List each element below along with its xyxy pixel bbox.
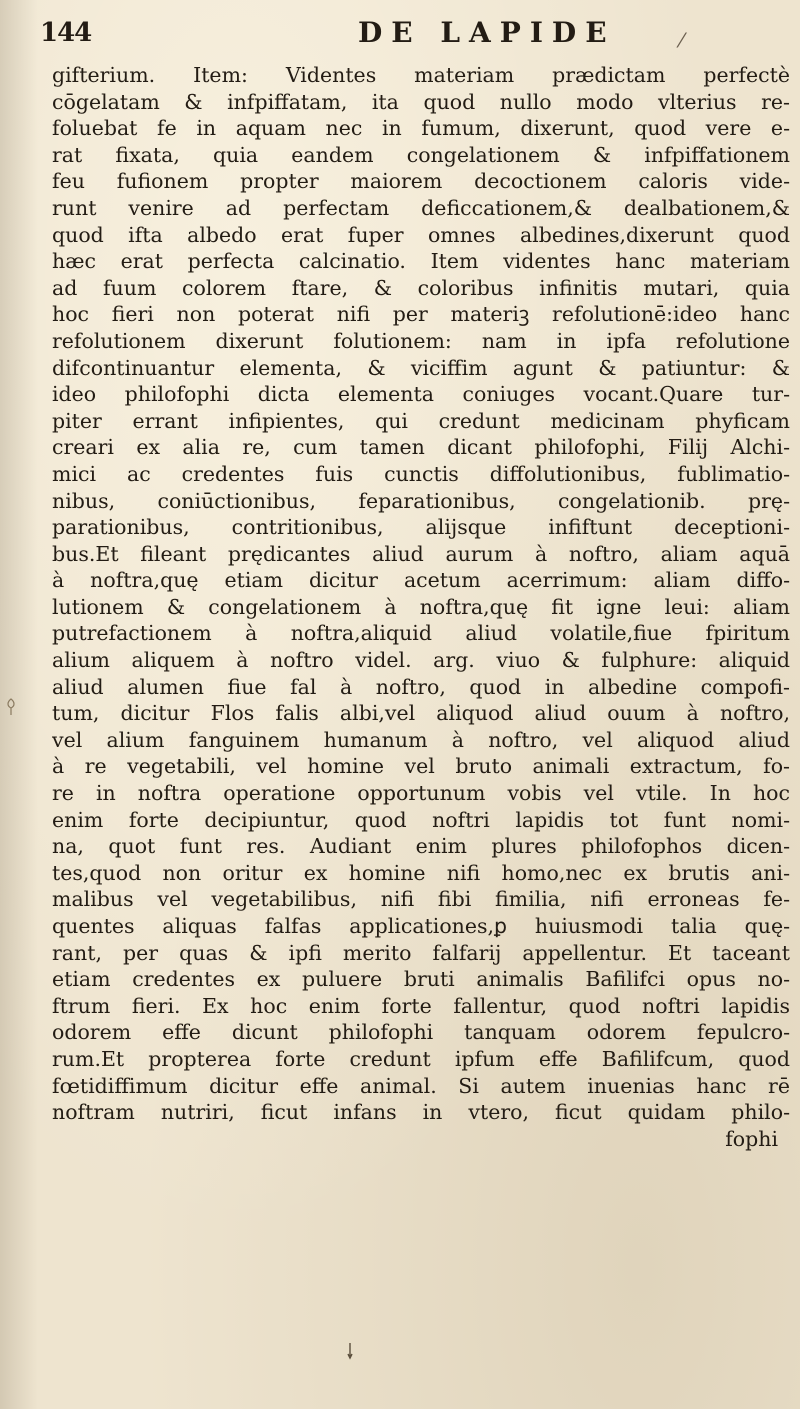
- text-line: rant, per quas & ipfi merito falfarij appellentur. Et taceant: [52, 940, 790, 965]
- text-line: fœtidiffimum dicitur effe animal. Si autem inuenias hanc rē: [52, 1073, 790, 1098]
- text-line: foluebat fe in aquam nec in fumum, dixerunt, quod vere e-: [52, 116, 790, 141]
- text-line: re in noftra operatione opportunum vobis vel vtile. In hoc: [52, 781, 790, 806]
- running-head: DE LAPIDE: [358, 16, 616, 49]
- text-line: tes,quod non oritur ex homine nifi homo,nec ex brutis ani-: [52, 860, 790, 885]
- text-line: tum, dicitur Flos falis albi,vel aliquod aliud ouum à noftro,: [52, 701, 790, 726]
- text-line: aliud alumen fiue fal à noftro, quod in albedine compofi-: [52, 674, 790, 699]
- text-line: odorem effe dicunt philofophi tanquam odorem fepulcro-: [52, 1020, 790, 1045]
- text-line: noftram nutriri, ficut infans in vtero, ficut quidam philo-: [52, 1100, 790, 1125]
- text-line: putrefactionem à noftra,aliquid aliud volatile,fiue fpiritum: [52, 621, 790, 646]
- text-line: etiam credentes ex puluere bruti animalis Bafilifci opus no-: [52, 967, 790, 992]
- footer-pen-mark-icon: [346, 1342, 354, 1360]
- margin-ornament-icon: [4, 698, 18, 716]
- text-line: nibus, coniūctionibus, feparationibus, congelationib. prę-: [52, 488, 790, 513]
- text-line: à re vegetabili, vel homine vel bruto animali extractum, fo-: [52, 754, 790, 779]
- text-line: malibus vel vegetabilibus, nifi fibi fimilia, nifi erroneas fe-: [52, 887, 790, 912]
- text-line: refolutionem dixerunt folutionem: nam in ipfa refolutione: [52, 328, 790, 353]
- text-line: ftrum fieri. Ex hoc enim forte fallentur, quod noftri lapidis: [52, 993, 790, 1018]
- page-header: [40, 14, 770, 54]
- text-line: feu fufionem propter maiorem decoctionem caloris vide-: [52, 169, 790, 194]
- text-line: lutionem & congelationem à noftra,quę fit igne leui: aliam: [52, 594, 790, 619]
- text-line: ideo philofophi dicta elementa coniuges vocant.Quare tur-: [52, 382, 790, 407]
- text-line: gifterium. Item: Videntes materiam prædictam perfectè: [52, 63, 790, 87]
- text-line: rum.Et propterea forte credunt ipfum effe Bafilifcum, quod: [52, 1046, 790, 1071]
- text-line: ad fuum colorem ftare, & coloribus infinitis mutari, quia: [52, 275, 790, 300]
- text-line: alium aliquem à noftro videl. arg. viuo & fulphure: aliquid: [52, 648, 790, 673]
- text-line: vel alium fanguinem humanum à noftro, vel aliquod aliud: [52, 727, 790, 752]
- text-line: creari ex alia re, cum tamen dicant philofophi, Filij Alchi-: [52, 435, 790, 460]
- body-text: [52, 62, 790, 1152]
- text-line: rat fixata, quia eandem congelationem & infpiffationem: [52, 142, 790, 167]
- text-line: difcontinuantur elementa, & viciffim agunt & patiuntur: &: [52, 355, 790, 380]
- text-line: na, quot funt res. Audiant enim plures philofophos dicen-: [52, 834, 790, 859]
- text-line: quentes aliquas falfas applicationes,ꝑ huiusmodi talia quę-: [52, 914, 790, 938]
- page-number: 144: [40, 18, 92, 48]
- text-line: hæc erat perfecta calcinatio. Item videntes hanc materiam: [52, 249, 790, 274]
- text-line: à noftra,quę etiam dicitur acetum acerrimum: aliam diffo-: [52, 568, 790, 593]
- text-line: enim forte decipiuntur, quod noftri lapidis tot funt nomi-: [52, 807, 790, 832]
- stray-pen-mark: ⁄: [680, 28, 684, 52]
- text-line: parationibus, contritionibus, alijsque infiftunt deceptioni-: [52, 515, 790, 540]
- text-line: piter errant infipientes, qui credunt medicinam phyficam: [52, 408, 790, 433]
- text-line: bus.Et fileant prędicantes aliud aurum à noftro, aliam aquā: [52, 541, 790, 566]
- text-line: quod ifta albedo erat fuper omnes albedines,dixerunt quod: [52, 222, 790, 247]
- catchword: fophi: [725, 1126, 778, 1151]
- text-line: runt venire ad perfectam deficcationem,& dealbationem,&: [52, 195, 790, 220]
- text-line: hoc fieri non poterat nifi per materiꝫ refolutionē:ideo hanc: [52, 302, 790, 327]
- text-line: cōgelatam & infpiffatam, ita quod nullo modo vlterius re-: [52, 89, 790, 114]
- text-line: mici ac credentes fuis cunctis diffolutionibus, fublimatio-: [52, 461, 790, 486]
